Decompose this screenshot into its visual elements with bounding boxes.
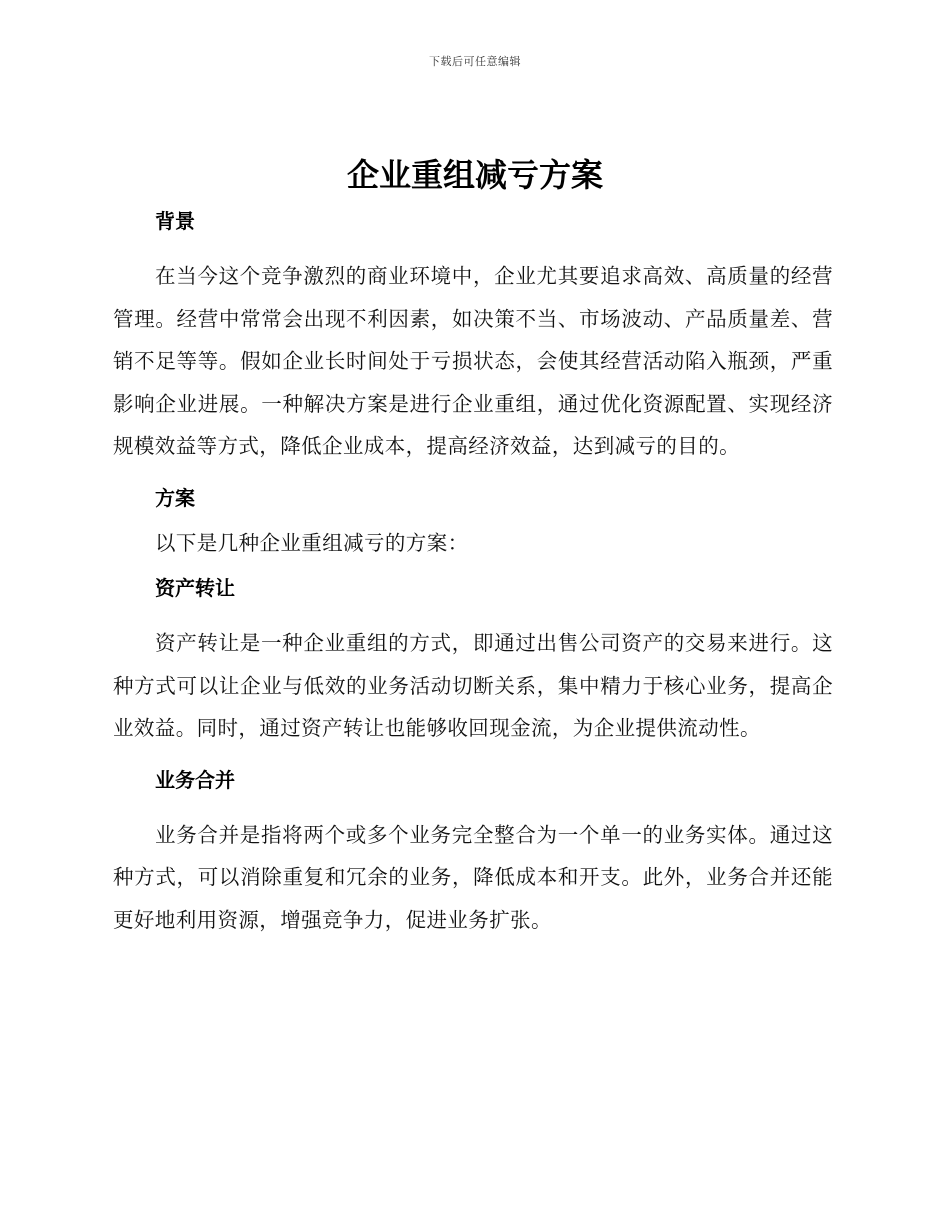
paragraph-background: 在当今这个竞争激烈的商业环境中，企业尤其要追求高效、高质量的经营管理。经营中常常会出现不利因素，如决策不当、市场波动、产品质量差、营销不足等等。假如企业长时间处于亏损状态，会使其经营活动陷入瓶颈，严重影响企业进展。一种解决方案是进行企业重组，通过优化资源配置、实现经济规模效益等方式，降低企业成本，提高经济效益，达到减亏的目的。 <box>113 264 833 458</box>
section-heading-background: 背景 <box>155 209 195 233</box>
section-heading-business-merger: 业务合并 <box>155 767 235 792</box>
paragraph-asset-transfer: 资产转让是一种企业重组的方式，即通过出售公司资产的交易来进行。这种方式可以让企业与低效的业务活动切断关系，集中精力于核心业务，提高企业效益。同时，通过资产转让也能够收回现金流，为企业提供流动性。 <box>113 631 833 740</box>
document-body <box>113 203 833 941</box>
paragraph-business-merger: 业务合并是指将两个或多个业务完全整合为一个单一的业务实体。通过这种方式，可以消除重复和冗余的业务，降低成本和开支。此外，业务合并还能更好地利用资源，增强竞争力，促进业务扩张。 <box>113 822 833 932</box>
paragraph-plan-intro: 以下是几种企业重组减亏的方案： <box>155 530 469 555</box>
section-heading-asset-transfer: 资产转让 <box>155 576 235 600</box>
section-heading-plan: 方案 <box>155 485 195 510</box>
header-note: 下载后可任意编辑 <box>429 55 521 68</box>
document-title: 企业重组减亏方案 <box>346 156 603 194</box>
